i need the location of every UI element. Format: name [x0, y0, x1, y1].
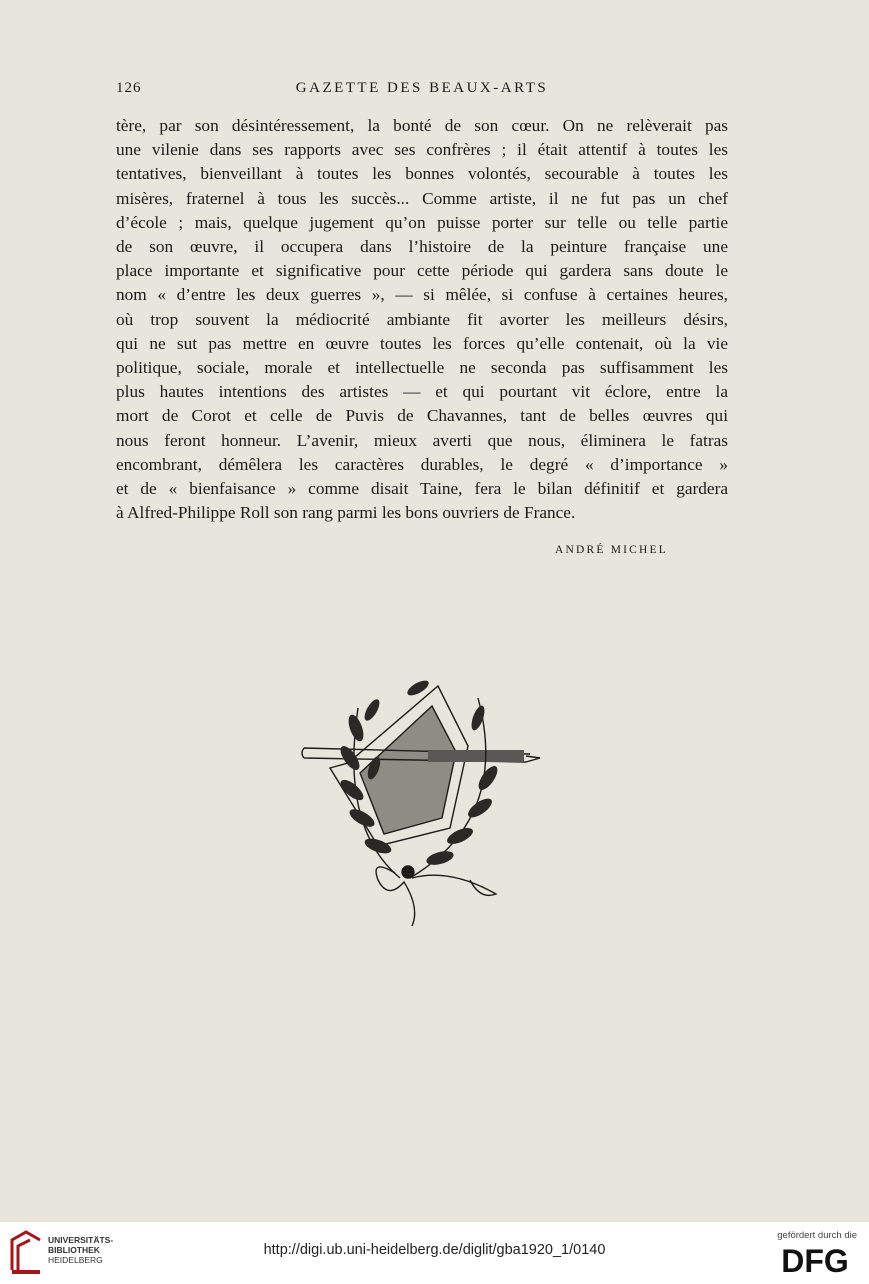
- source-url-link[interactable]: http://digi.ub.uni-heidelberg.de/diglit/gba1920_1/0140: [263, 1242, 606, 1258]
- library-name-line: HEIDELBERG: [48, 1255, 103, 1265]
- text-line: misères, fraternel à tous les succès... Comme artiste, il ne fut pas un chef: [116, 188, 728, 208]
- text-line: nom « d’entre les deux guerres », — si mêlée, si confuse à certaines heures,: [116, 285, 728, 305]
- laurel-wreath-vignette: [300, 668, 542, 930]
- author-signature: ANDRÉ MICHEL: [555, 544, 668, 556]
- digitization-footer: [0, 1222, 869, 1284]
- page-number: 126: [116, 80, 142, 96]
- text-line: à Alfred-Philippe Roll son rang parmi les bons ouvriers de France.: [116, 503, 576, 523]
- article-body: [116, 114, 728, 525]
- text-line: et de « bienfaisance » comme disait Taine, fera le bilan définitif et gardera: [116, 479, 728, 499]
- text-line: d’école ; mais, quelque jugement qu’on puisse porter sur telle ou telle partie: [116, 212, 728, 232]
- dfg-logo-text: DFG: [781, 1244, 849, 1276]
- text-line: tentatives, bienveillant à toutes les bonnes volontés, secourable à toutes les: [116, 164, 728, 184]
- text-line: mort de Corot et celle de Puvis de Chavannes, tant de belles œuvres qui: [116, 406, 728, 426]
- text-line: encombrant, démêlera les caractères durables, le degré « d’importance »: [116, 454, 728, 474]
- dfg-logo: [773, 1244, 857, 1276]
- text-line: plus hautes intentions des artistes — et qui pourtant vit éclore, entre la: [116, 382, 728, 402]
- text-line: tère, par son désintéressement, la bonté de son cœur. On ne relèverait pas: [116, 116, 728, 135]
- text-line: place importante et significative pour cette période qui gardera sans doute le: [116, 261, 728, 281]
- funding-caption: gefördert durch die: [777, 1230, 857, 1241]
- text-line: nous feront honneur. L’avenir, mieux averti que nous, éliminera le fatras: [116, 430, 728, 450]
- running-head: [116, 80, 728, 102]
- library-name-line: UNIVERSITÄTS-: [48, 1235, 114, 1245]
- text-line: qui ne sut pas mettre en œuvre toutes les forces qu’elle contenait, où la vie: [116, 333, 728, 353]
- library-name-line: BIBLIOTHEK: [48, 1245, 100, 1255]
- text-line: politique, sociale, morale et intellectuelle ne seconda pas suffisamment les: [116, 358, 728, 378]
- journal-title: GAZETTE DES BEAUX-ARTS: [295, 80, 549, 96]
- text-line: une vilenie dans ses rapports avec ses confrères ; il était attentif à toutes les: [116, 140, 728, 160]
- text-line: où trop souvent la médiocrité ambiante fit avorter les meilleurs désirs,: [116, 309, 728, 329]
- text-line: de son œuvre, il occupera dans l’histoire de la peinture française une: [116, 237, 728, 257]
